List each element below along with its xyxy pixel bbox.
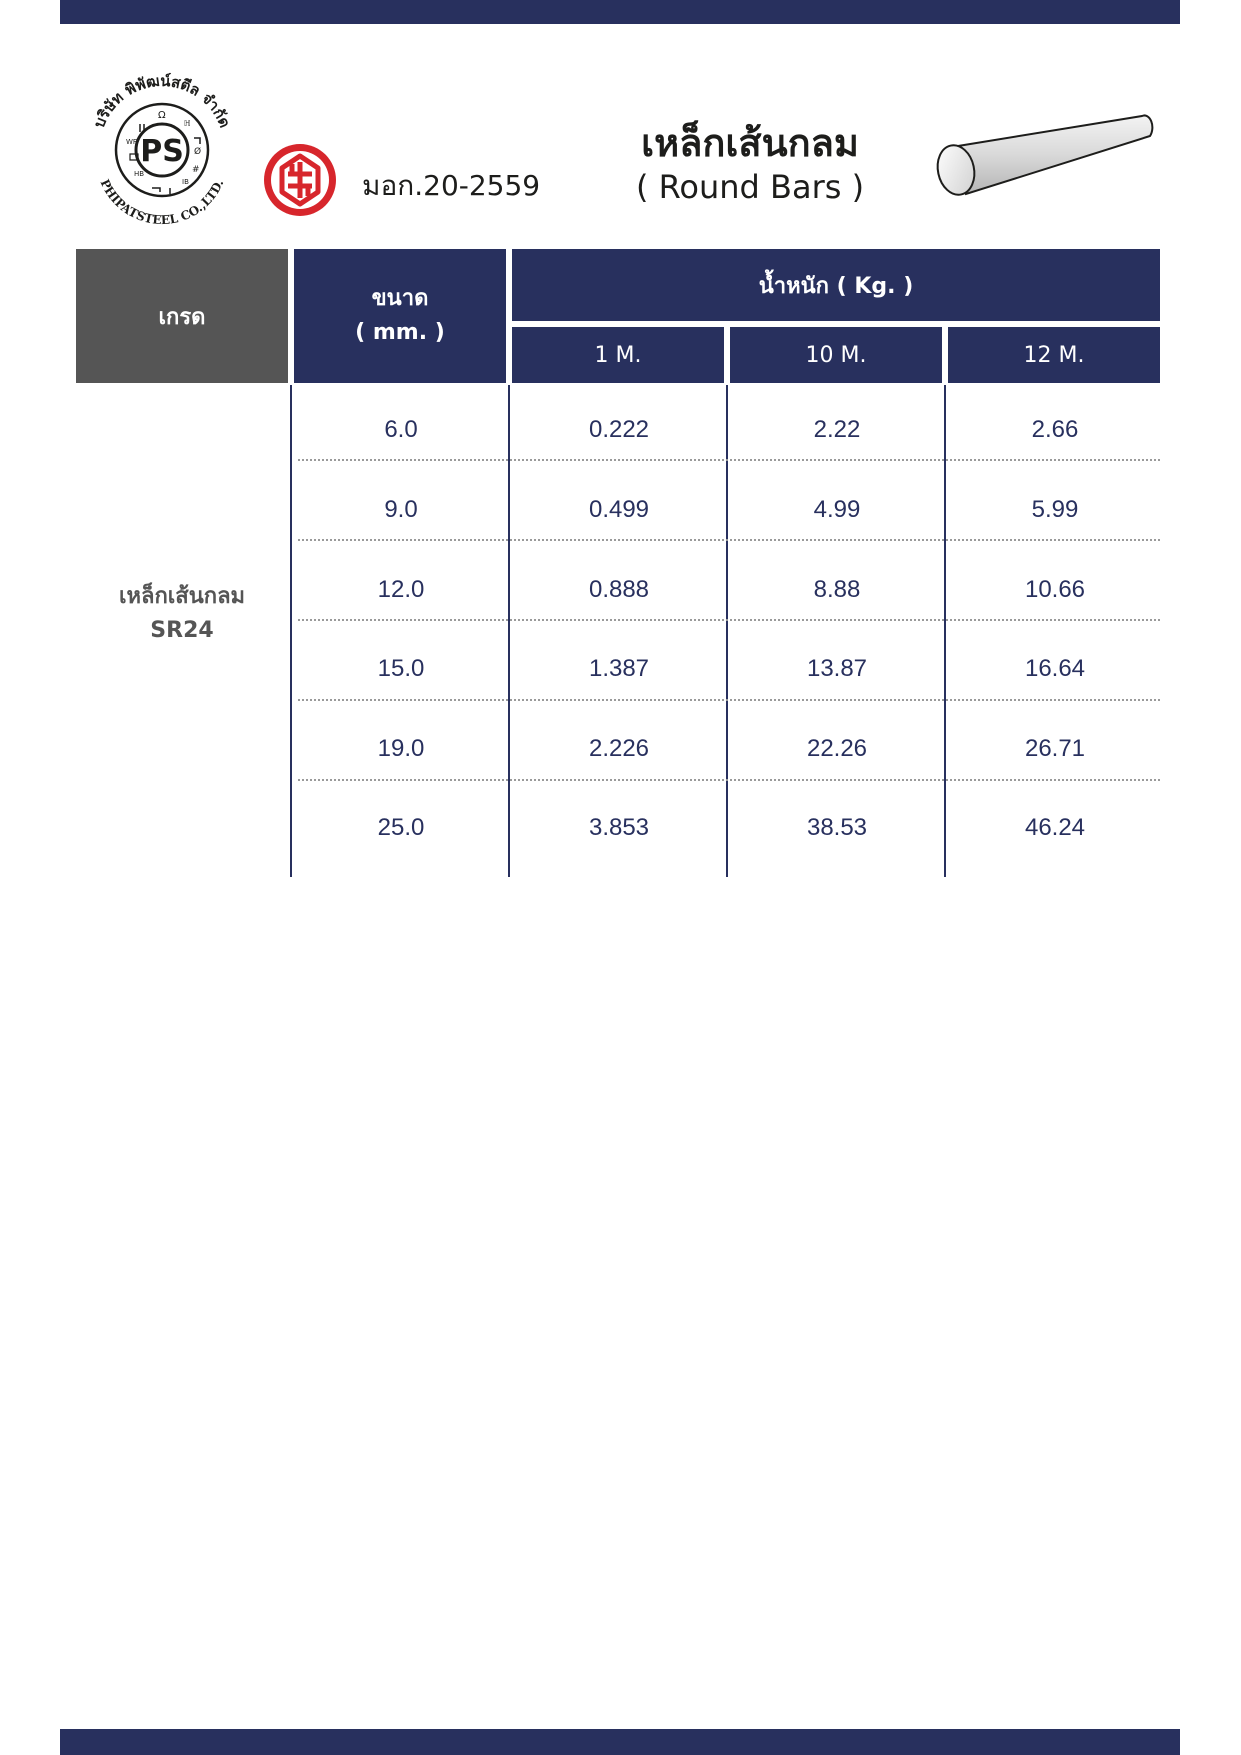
cell-size: 6.0 <box>384 416 418 443</box>
row-separator <box>298 619 1160 621</box>
logo-initials: PS <box>140 134 184 169</box>
cell-weight-10m: 4.99 <box>813 496 861 523</box>
logo-mark-omega: Ω <box>158 110 166 121</box>
cell-weight-10m: 22.26 <box>806 735 868 762</box>
cell-weight-12m: 16.64 <box>1024 655 1086 682</box>
header-grade-label: เกรด <box>158 304 206 330</box>
cell-weight-12m: 5.99 <box>1031 496 1079 523</box>
cell-weight-1m: 2.226 <box>588 735 650 762</box>
cell-weight-10m: 2.22 <box>813 416 861 443</box>
round-bar-illustration <box>928 110 1158 202</box>
cell-size: 15.0 <box>377 655 425 682</box>
header-size <box>294 249 506 383</box>
cell-size: 9.0 <box>384 496 418 523</box>
header-12m <box>948 327 1160 383</box>
cell-weight-12m: 2.66 <box>1031 416 1079 443</box>
cell-weight-1m: 0.222 <box>588 416 650 443</box>
row-separator <box>298 539 1160 541</box>
header-weight <box>512 249 1160 321</box>
header-10m-label: 10 M. <box>805 342 867 368</box>
cell-weight-12m: 10.66 <box>1024 576 1086 603</box>
top-accent-bar <box>60 0 1180 24</box>
bottom-accent-bar <box>60 1729 1180 1755</box>
row-separator <box>298 779 1160 781</box>
cell-weight-12m: 46.24 <box>1024 814 1086 841</box>
cell-weight-10m: 8.88 <box>813 576 861 603</box>
grade-name-code: SR24 <box>150 618 214 643</box>
cell-weight-10m: 38.53 <box>806 814 868 841</box>
header-weight-label: น้ำหนัก ( Kg. ) <box>758 273 914 299</box>
header-10m <box>730 327 942 383</box>
cell-weight-1m: 3.853 <box>588 814 650 841</box>
cell-weight-12m: 26.71 <box>1024 735 1086 762</box>
logo-mark-diameter: Ø <box>194 147 202 157</box>
svg-text:บริษัท พิพัฒน์สตีล จำกัด <box>90 72 234 131</box>
logo-mark-hash: # <box>192 165 200 175</box>
logo-arc-thai: บริษัท พิพัฒน์สตีล จำกัด <box>89 71 235 131</box>
cell-weight-10m: 13.87 <box>806 655 868 682</box>
cell-size: 25.0 <box>377 814 425 841</box>
logo-mark-wf: WF <box>126 138 137 146</box>
company-logo <box>82 62 242 230</box>
logo-mark-hb: HB <box>134 170 145 178</box>
header-1m-label: 1 M. <box>594 342 642 368</box>
row-separator <box>298 459 1160 461</box>
logo-mark-h: ℍ <box>184 119 191 128</box>
cell-size: 19.0 <box>377 735 425 762</box>
cell-size: 12.0 <box>377 576 425 603</box>
logo-arc-english: PHIPATSTEEL CO.,LTD. <box>97 177 227 228</box>
column-divider <box>290 385 292 877</box>
cell-weight-1m: 0.888 <box>588 576 650 603</box>
standard-code: มอก.20-2559 <box>362 169 541 202</box>
header-12m-label: 12 M. <box>1023 342 1085 368</box>
tis-standard-mark-icon <box>260 140 340 220</box>
header-grade <box>76 249 288 383</box>
header-size-unit: ( mm. ) <box>355 320 445 345</box>
row-separator <box>298 699 1160 701</box>
header-size-label: ขนาด <box>371 286 429 311</box>
page-title-thai: เหล็กเส้นกลม <box>641 121 859 165</box>
page-title-english: ( Round Bars ) <box>635 168 865 206</box>
cell-weight-1m: 0.499 <box>588 496 650 523</box>
grade-name <box>76 580 288 648</box>
header-1m <box>512 327 724 383</box>
grade-name-thai: เหล็กเส้นกลม <box>118 584 246 609</box>
logo-mark-ib: IB <box>182 178 189 186</box>
cell-weight-1m: 1.387 <box>588 655 650 682</box>
svg-text:PHIPATSTEEL CO.,LTD. <box>98 177 227 227</box>
